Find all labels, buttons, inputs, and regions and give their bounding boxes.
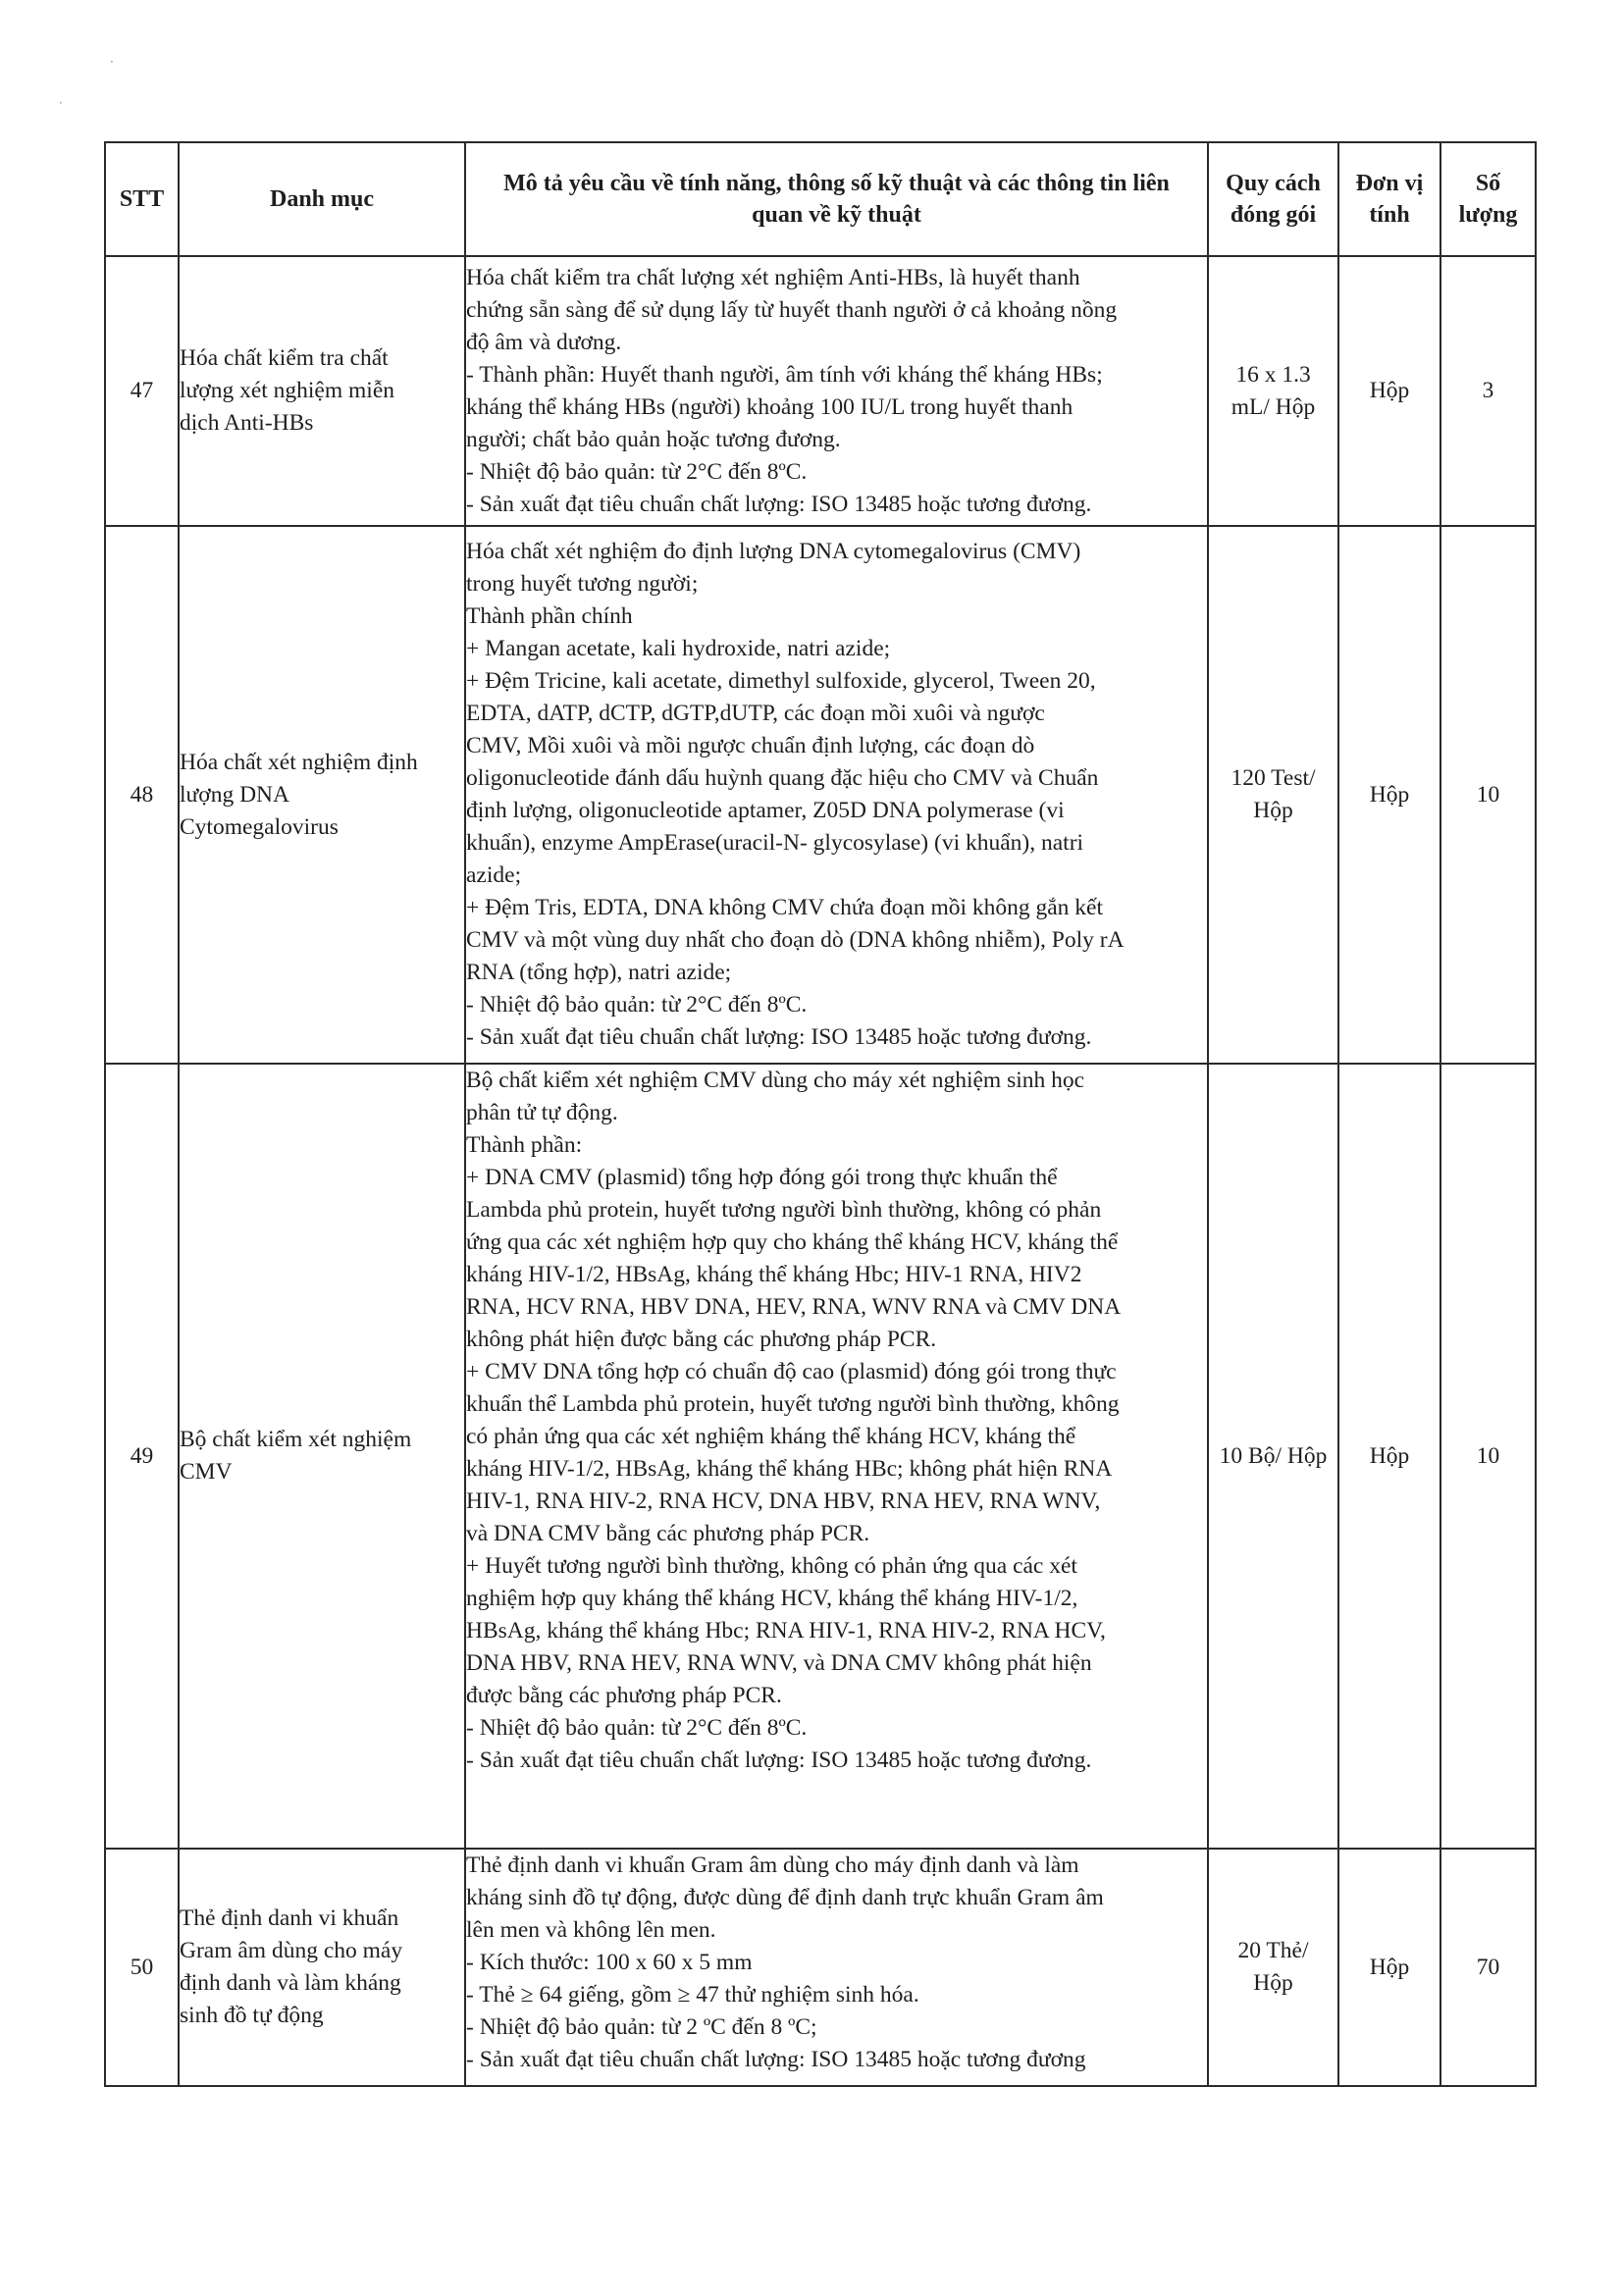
row-stt: 50 <box>105 1849 179 2086</box>
table-row <box>105 256 1536 526</box>
table-header-row <box>105 142 1536 256</box>
header-packaging: Quy cách đóng gói <box>1208 142 1338 256</box>
row-category: Hóa chất xét nghiệm định lượng DNA Cytomegalovirus <box>179 526 465 1064</box>
row-stt: 48 <box>105 526 179 1064</box>
row-quantity: 3 <box>1440 256 1536 526</box>
row-description: Bộ chất kiểm xét nghiệm CMV dùng cho máy xét nghiệm sinh học phân tử tự động. Thành phần: + DNA CMV (plasmid) tổng hợp đóng gói trong thực khuẩn thể Lambda phủ protein, huyết tương người bình thường, không có phản ứng qua các xét nghiệm hợp quy cho kháng thể kháng HCV, kháng thể kháng HIV-1/2, HBsAg, kháng thể kháng Hbc; HIV-1 RNA, HIV2 RNA, HCV RNA, HBV DNA, HEV, RNA, WNV RNA và CMV DNA không phát hiện được bằng các phương pháp PCR. + CMV DNA tổng hợp có chuẩn độ cao (plasmid) đóng gói trong thực khuẩn thể Lambda phủ protein, huyết tương người bình thường, không có phản ứng qua các xét nghiệm kháng thể kháng HCV, kháng thể kháng HIV-1/2, HBsAg, kháng thể kháng HBc; không phát hiện RNA HIV-1, RNA HIV-2, RNA HCV, DNA HBV, RNA HEV, RNA WNV, và DNA CMV bằng các phương pháp PCR. + Huyết tương người bình thường, không có phản ứng qua các xét nghiệm hợp quy kháng thể kháng HCV, kháng thể kháng HIV-1/2, HBsAg, kháng thể kháng Hbc; RNA HIV-1, RNA HIV-2, RNA HCV, DNA HBV, RNA HEV, RNA WNV, và DNA CMV không phát hiện được bằng các phương pháp PCR. - Nhiệt độ bảo quản: từ 2°C đến 8ºC. - Sản xuất đạt tiêu chuẩn chất lượng: ISO 13485 hoặc tương đương. <box>465 1064 1208 1849</box>
row-stt: 49 <box>105 1064 179 1849</box>
scan-speck: · <box>59 96 63 110</box>
table-row <box>105 526 1536 1064</box>
scan-speck: · <box>110 55 114 69</box>
row-description: Hóa chất kiểm tra chất lượng xét nghiệm Anti-HBs, là huyết thanh chứng sẵn sàng để sử dụng lấy từ huyết thanh người ở cả khoảng nồng độ âm và dương. - Thành phần: Huyết thanh người, âm tính với kháng thể kháng HBs; kháng thể kháng HBs (người) khoảng 100 IU/L trong huyết thanh người; chất bảo quản hoặc tương đương. - Nhiệt độ bảo quản: từ 2°C đến 8ºC. - Sản xuất đạt tiêu chuẩn chất lượng: ISO 13485 hoặc tương đương. <box>465 256 1208 526</box>
row-stt: 47 <box>105 256 179 526</box>
row-quantity: 70 <box>1440 1849 1536 2086</box>
row-description: Thẻ định danh vi khuẩn Gram âm dùng cho máy định danh và làm kháng sinh đồ tự động, được dùng để định danh trực khuẩn Gram âm lên men và không lên men. - Kích thước: 100 x 60 x 5 mm - Thẻ ≥ 64 giếng, gồm ≥ 47 thử nghiệm sinh hóa. - Nhiệt độ bảo quản: từ 2 ºC đến 8 ºC; - Sản xuất đạt tiêu chuẩn chất lượng: ISO 13485 hoặc tương đương <box>465 1849 1208 2086</box>
row-packaging: 10 Bộ/ Hộp <box>1208 1064 1338 1849</box>
header-quantity: Số lượng <box>1440 142 1536 256</box>
row-unit: Hộp <box>1338 1849 1440 2086</box>
row-packaging: 120 Test/ Hộp <box>1208 526 1338 1064</box>
header-unit: Đơn vị tính <box>1338 142 1440 256</box>
table-row <box>105 1064 1536 1849</box>
header-stt: STT <box>105 142 179 256</box>
row-category: Thẻ định danh vi khuẩn Gram âm dùng cho máy định danh và làm kháng sinh đồ tự động <box>179 1849 465 2086</box>
header-description: Mô tả yêu cầu về tính năng, thông số kỹ thuật và các thông tin liên quan về kỹ thuật <box>465 142 1208 256</box>
row-category: Bộ chất kiểm xét nghiệm CMV <box>179 1064 465 1849</box>
row-category: Hóa chất kiểm tra chất lượng xét nghiệm miễn dịch Anti-HBs <box>179 256 465 526</box>
row-unit: Hộp <box>1338 256 1440 526</box>
row-packaging: 16 x 1.3 mL/ Hộp <box>1208 256 1338 526</box>
table-row <box>105 1849 1536 2086</box>
header-category: Danh mục <box>179 142 465 256</box>
specification-table <box>104 141 1537 2087</box>
row-unit: Hộp <box>1338 1064 1440 1849</box>
row-quantity: 10 <box>1440 1064 1536 1849</box>
row-quantity: 10 <box>1440 526 1536 1064</box>
row-unit: Hộp <box>1338 526 1440 1064</box>
row-description: Hóa chất xét nghiệm đo định lượng DNA cytomegalovirus (CMV) trong huyết tương người; Thành phần chính + Mangan acetate, kali hydroxide, natri azide; + Đệm Tricine, kali acetate, dimethyl sulfoxide, glycerol, Tween 20, EDTA, dATP, dCTP, dGTP,dUTP, các đoạn mồi xuôi và ngược CMV, Mồi xuôi và mồi ngược chuẩn định lượng, các đoạn dò oligonucleotide đánh dấu huỳnh quang đặc hiệu cho CMV và Chuẩn định lượng, oligonucleotide aptamer, Z05D DNA polymerase (vi khuẩn), enzyme AmpErase(uracil-N- glycosylase) (vi khuẩn), natri azide; + Đệm Tris, EDTA, DNA không CMV chứa đoạn mồi không gắn kết CMV và một vùng duy nhất cho đoạn dò (DNA không nhiễm), Poly rA RNA (tổng hợp), natri azide; - Nhiệt độ bảo quản: từ 2°C đến 8ºC. - Sản xuất đạt tiêu chuẩn chất lượng: ISO 13485 hoặc tương đương. <box>465 526 1208 1064</box>
row-packaging: 20 Thẻ/ Hộp <box>1208 1849 1338 2086</box>
